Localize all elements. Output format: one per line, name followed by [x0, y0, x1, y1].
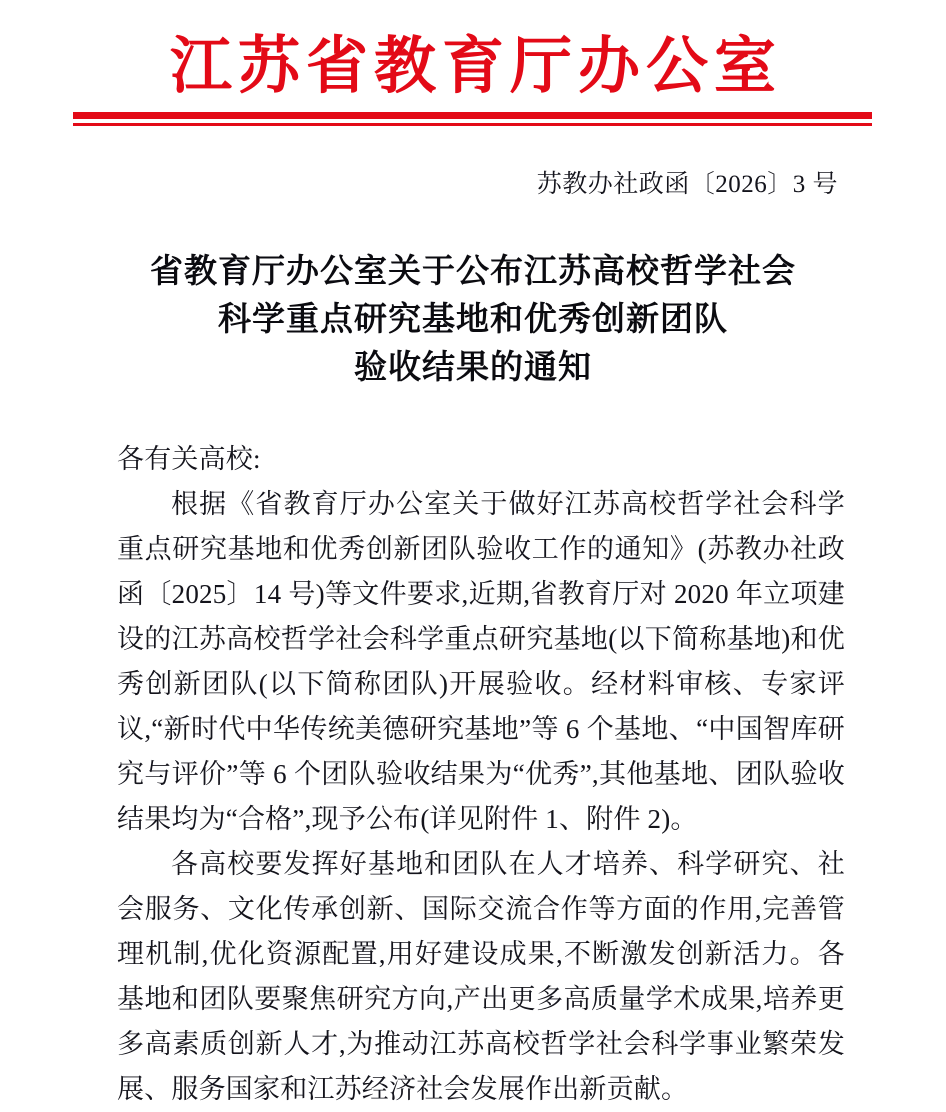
body-paragraph-2: 各高校要发挥好基地和团队在人才培养、科学研究、社会服务、文化传承创新、国际交流合作等方面的作用,完善管理机制,优化资源配置,用好建设成果,不断激发创新活力。各基地和团队要聚焦研究方向,产出更多高质量学术成果,培养更多高素质创新人才,为推动江苏高校哲学社会科学事业繁荣发展、服务国家和江苏经济社会发展作出新贡献。: [117, 849, 845, 1104]
red-divider-rules: [73, 112, 872, 126]
masthead: [0, 0, 946, 104]
red-rule-thick: [73, 112, 872, 119]
document-title-line-3: 验收结果的通知: [354, 350, 592, 386]
body-paragraph-1: 根据《省教育厅办公室关于做好江苏高校哲学社会科学重点研究基地和优秀创新团队验收工作的通知》(苏教办社政函〔2025〕14 号)等文件要求,近期,省教育厅对 2020 年立项建设的江苏高校哲学社会科学重点研究基地(以下简称基地)和优秀创新团队(以下简称团队)开展验收。经材料审核、专家评议,“新时代中华传统美德研究基地”等 6 个基地、“中国智库研究与评价”等 6 个团队验收结果为“优秀”,其他基地、团队验收结果均为“合格”,现予公布(详见附件 1、附件 2)。: [117, 489, 845, 834]
document-title-line-1: 省教育厅办公室关于公布江苏高校哲学社会: [150, 254, 796, 290]
red-rule-thin: [73, 123, 872, 126]
document-title-line-2: 科学重点研究基地和优秀创新团队: [218, 302, 728, 338]
salutation: 各有关高校:: [117, 444, 261, 474]
document-number: 苏教办社政函〔2026〕3 号: [536, 171, 838, 198]
document-body: [117, 437, 845, 1112]
document-title: [0, 248, 946, 392]
issuing-authority-title: 江苏省教育厅办公室: [169, 33, 782, 101]
